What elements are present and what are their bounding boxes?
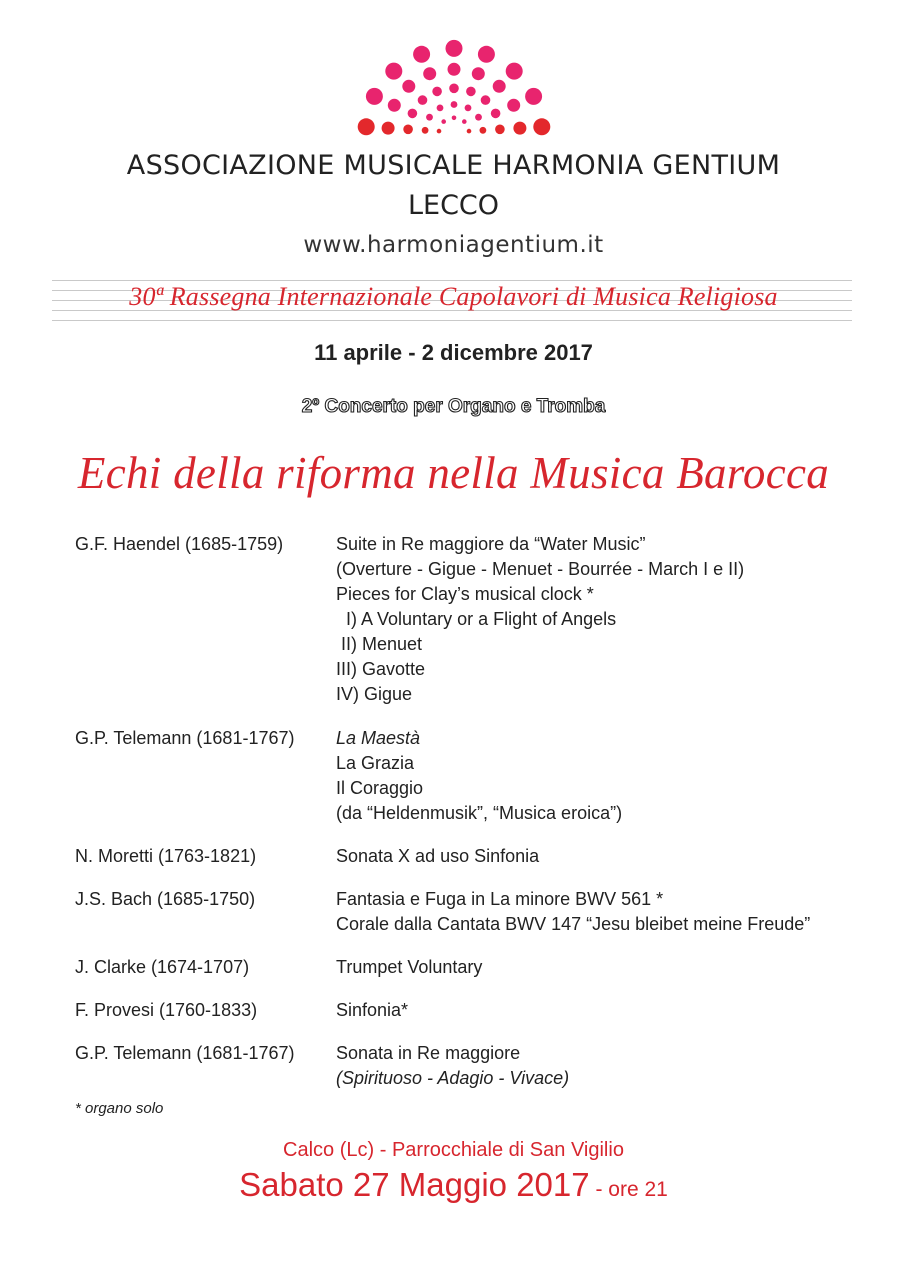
logo-dot <box>533 118 550 135</box>
logo-dot <box>408 109 418 119</box>
composer: G.P. Telemann (1681-1767) <box>75 728 295 748</box>
logo-dot <box>491 109 501 119</box>
logo-dot <box>475 114 482 121</box>
association-city: LECCO <box>407 190 500 221</box>
piece: Fantasia e Fuga in La minore BWV 561 * <box>336 889 664 909</box>
event-date: Sabato 27 Maggio 2017 <box>239 1166 590 1203</box>
piece-list <box>336 726 622 826</box>
logo-dot <box>478 46 495 63</box>
logo-dot <box>493 80 506 93</box>
logo-dot <box>481 95 491 105</box>
piece: III) Gavotte <box>336 659 426 679</box>
logo-dot <box>426 114 433 121</box>
piece: Suite in Re maggiore da “Water Music” <box>336 534 646 554</box>
logo-dot <box>432 87 442 97</box>
piece-list <box>336 887 810 937</box>
logo-dot <box>448 63 461 76</box>
logo-dot <box>441 119 446 124</box>
program-entry <box>75 955 865 980</box>
logo-dot <box>467 129 472 134</box>
logo-dot <box>366 88 383 105</box>
program-entry <box>75 998 865 1023</box>
logo-dot <box>446 40 463 57</box>
logo-dot <box>418 95 428 105</box>
logo-dot <box>388 99 401 112</box>
logo-dot <box>422 127 429 134</box>
event-time: - ore 21 <box>589 1178 668 1201</box>
program-entry <box>75 844 865 869</box>
piece: II) Menuet <box>336 634 423 654</box>
arc-of-dots-logo-icon <box>356 38 552 142</box>
festival-dates: 11 aprile - 2 dicembre 2017 <box>314 340 593 365</box>
logo-dot <box>465 105 472 112</box>
composer: G.P. Telemann (1681-1767) <box>75 1043 295 1063</box>
piece-list <box>336 955 482 980</box>
piece: La Maestà <box>336 728 421 748</box>
program-entry <box>75 532 865 707</box>
piece: (Overture - Gigue - Menuet - Bourrée - March I e II) <box>336 559 745 579</box>
festival-title: 30ª Rassegna Internazionale Capolavori di Musica Religiosa <box>129 282 778 311</box>
logo-dot <box>385 63 402 80</box>
piece: Pieces for Clay’s musical clock * <box>336 584 594 604</box>
piece: Sinfonia* <box>336 1000 409 1020</box>
piece: Corale dalla Cantata BWV 147 “Jesu bleibet meine Freude” <box>336 914 811 934</box>
piece: Sonata X ad uso Sinfonia <box>336 846 540 866</box>
composer: G.F. Haendel (1685-1759) <box>75 534 284 554</box>
piece-list <box>336 1041 569 1091</box>
program-list <box>75 532 865 1091</box>
logo-dot <box>480 127 487 134</box>
logo-dot <box>452 116 457 121</box>
logo-dot <box>413 46 430 63</box>
concert-title: Echi della riforma nella Musica Barocca <box>77 448 830 498</box>
logo-dot <box>506 63 523 80</box>
logo-dot <box>423 67 436 80</box>
logo-dot <box>403 125 413 135</box>
logo-dot <box>466 87 476 97</box>
program-entry <box>75 726 865 826</box>
piece-list <box>336 844 539 869</box>
concert-subtitle: 2º Concerto per Organo e Tromba <box>301 396 606 417</box>
association-name: ASSOCIAZIONE MUSICALE HARMONIA GENTIUM <box>126 150 781 181</box>
composer: J.S. Bach (1685-1750) <box>75 889 256 909</box>
logo-dot <box>358 118 375 135</box>
logo-dot <box>462 119 467 124</box>
footnote: * organo solo <box>75 1100 164 1117</box>
logo-dot <box>525 88 542 105</box>
logo-dot <box>382 122 395 135</box>
logo-dot <box>507 99 520 112</box>
piece: (da “Heldenmusik”, “Musica eroica”) <box>336 803 623 823</box>
logo-dot <box>449 84 459 94</box>
piece-list <box>336 998 408 1023</box>
piece: La Grazia <box>336 753 415 773</box>
program-entry <box>75 1041 865 1091</box>
logo-dot <box>437 129 442 134</box>
composer: N. Moretti (1763-1821) <box>75 846 257 866</box>
event-venue: Calco (Lc) - Parrocchiale di San Vigilio <box>283 1139 624 1161</box>
piece-list <box>336 532 744 707</box>
logo-dot <box>472 67 485 80</box>
logo-dot <box>402 80 415 93</box>
program-entry <box>75 887 865 937</box>
logo-dot <box>513 122 526 135</box>
piece: Trumpet Voluntary <box>336 957 483 977</box>
event-datetime <box>0 1166 907 1204</box>
website-link[interactable]: www.harmoniagentium.it <box>303 232 604 258</box>
piece: Sonata in Re maggiore <box>336 1043 521 1063</box>
composer: J. Clarke (1674-1707) <box>75 957 250 977</box>
piece: I) A Voluntary or a Flight of Angels <box>336 609 617 629</box>
composer: F. Provesi (1760-1833) <box>75 1000 258 1020</box>
piece: Il Coraggio <box>336 778 424 798</box>
logo-dot <box>495 125 505 135</box>
piece: (Spirituoso - Adagio - Vivace) <box>336 1068 570 1088</box>
logo-dot <box>437 105 444 112</box>
logo-dot <box>451 101 458 108</box>
piece: IV) Gigue <box>336 684 413 704</box>
